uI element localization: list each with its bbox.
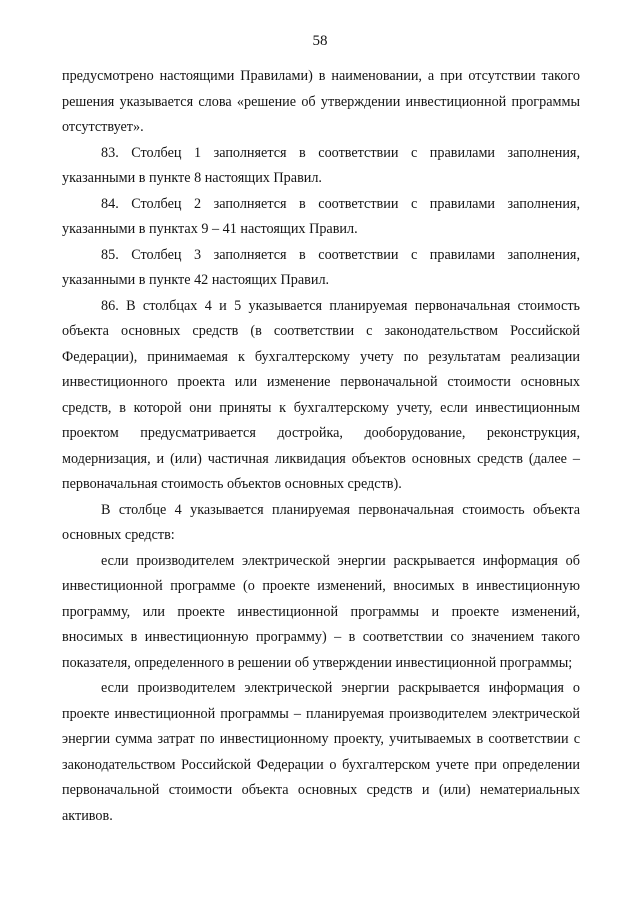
paragraph-86: 86. В столбцах 4 и 5 указывается планируемая первоначальная стоимость объекта основных средств (в соответствии с законодательством Российской Федерации), принимаемая к бухгалтерскому учету по результатам реализации инвестиционного проекта или изменение первоначальной стоимости основных средств, в которой они приняты к бухгалтерскому учету, если инвестиционным проектом предусматривается достройка, дооборудование, реконструкция, модернизация, и (или) частичная ликвидация объектов основных средств (далее – первоначальная стоимость объектов основных средств). xyxy=(62,297,580,492)
paragraph-column-4: В столбце 4 указывается планируемая первоначальная стоимость объекта основных средств: xyxy=(62,501,580,543)
paragraph-84: 84. Столбец 2 заполняется в соответствии с правилами заполнения, указанными в пунктах 9 – 41 настоящих Правил. xyxy=(62,195,580,237)
document-body xyxy=(62,64,580,829)
page-number: 58 xyxy=(312,33,328,49)
paragraph-85: 85. Столбец 3 заполняется в соответствии с правилами заполнения, указанными в пункте 42 настоящих Правил. xyxy=(62,246,580,288)
paragraph-continuation: предусмотрено настоящими Правилами) в наименовании, а при отсутствии такого решения указывается слова «решение об утверждении инвестиционной программы отсутствует». xyxy=(62,68,580,135)
paragraph-case-program-draft: если производителем электрической энергии раскрывается информация о проекте инвестиционной программы – планируемая производителем электрической энергии сумма затрат по инвестиционному проекту, учитываемых в соответствии с законодательством Российской Федерации о бухгалтерском учете при определении первоначальной стоимости объекта основных средств и (или) нематериальных активов. xyxy=(62,680,580,824)
paragraph-83: 83. Столбец 1 заполняется в соответствии с правилами заполнения, указанными в пункте 8 настоящих Правил. xyxy=(62,144,580,186)
paragraph-case-investment-program: если производителем электрической энергии раскрывается информация об инвестиционной программе (о проекте изменений, вносимых в инвестиционную программу, или проекте инвестиционной программы и проекте изменений, вносимых в инвестиционную программу) – в соответствии со значением такого показателя, определенного в решении об утверждении инвестиционной программы; xyxy=(62,552,580,671)
